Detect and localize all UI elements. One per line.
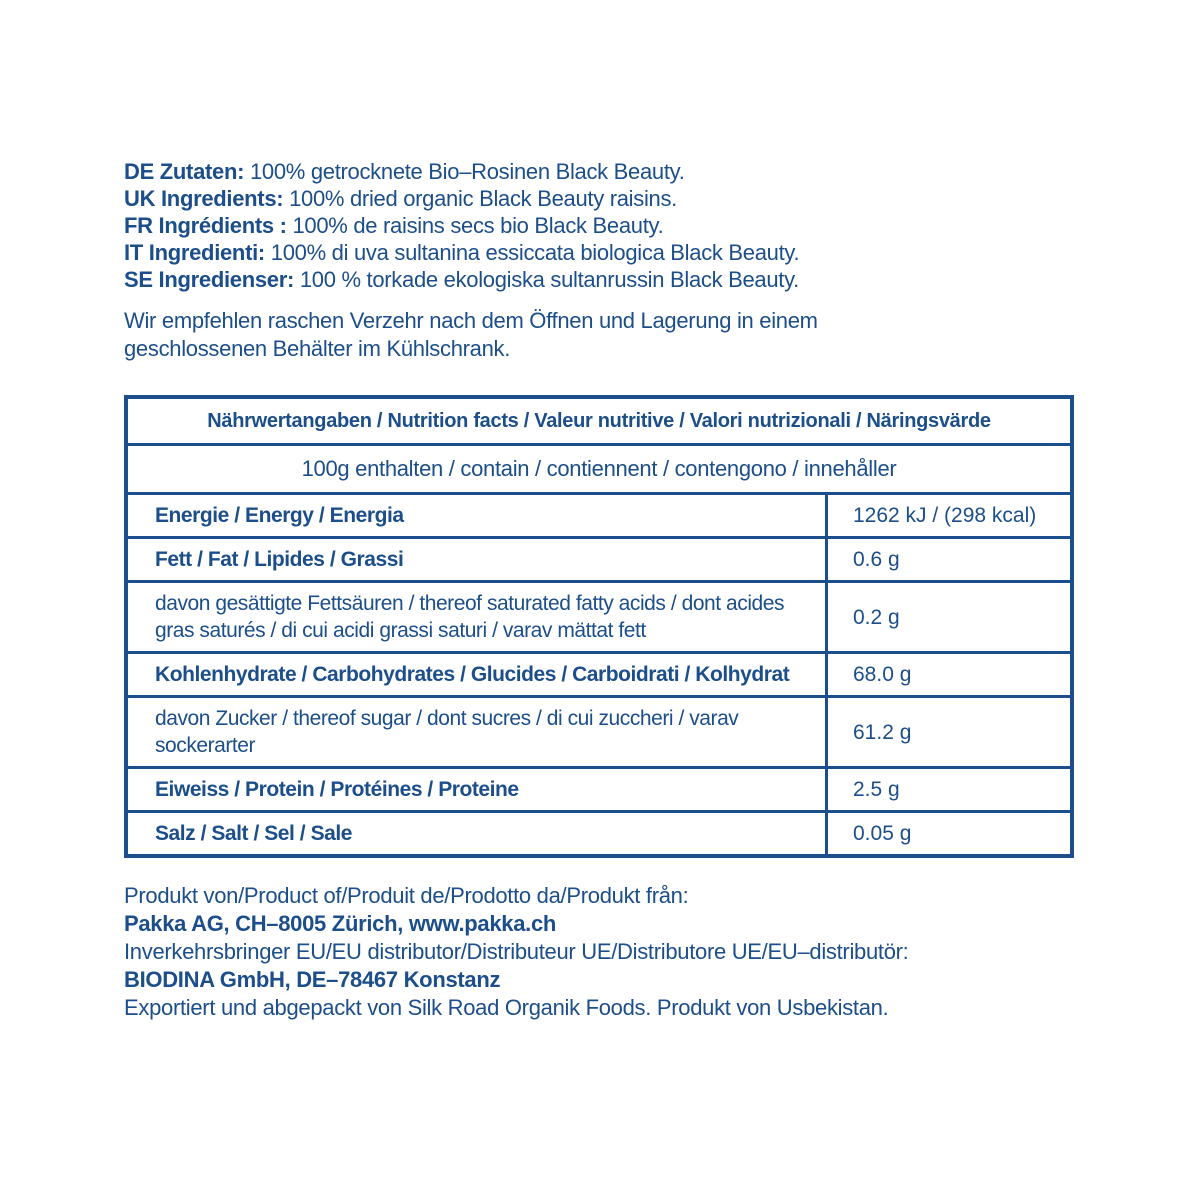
distributor-label-line: Inverkehrsbringer EU/EU distributor/Distributeur UE/Distributore UE/EU–distributör: [124, 939, 909, 964]
ingredients-line-uk [124, 185, 1124, 212]
ingredients-text-uk: 100% dried organic Black Beauty raisins. [289, 186, 677, 211]
ingredients-line-se [124, 266, 1124, 293]
ingredients-text-fr: 100% de raisins secs bio Black Beauty. [292, 213, 664, 238]
producer-line: Pakka AG, CH–8005 Zürich, www.pakka.ch [124, 911, 557, 936]
row-value-energy: 1262 kJ / (298 kcal) [825, 495, 1070, 536]
storage-note: Wir empfehlen raschen Verzehr nach dem Öffnen und Lagerung in einem geschlossenen Behälter im Kühlschrank. [124, 308, 818, 361]
ingredients-label-fr: FR Ingrédients : [124, 213, 287, 238]
ingredients-line-it [124, 239, 1124, 266]
table-row-energy [128, 492, 1070, 536]
row-label-sugar: davon Zucker / thereof sugar / dont sucres / di cui zuccheri / varav sockerarter [155, 707, 739, 757]
row-label-fat: Fett / Fat / Lipides / Grassi [155, 548, 404, 571]
row-label-saturated-fat: davon gesättigte Fettsäuren / thereof saturated fatty acids / dont acides gras saturés / di cui acidi grassi saturi / varav mättat fett [155, 592, 785, 642]
producer-section [124, 882, 1124, 1022]
row-value-salt: 0.05 g [825, 813, 1070, 854]
table-row-salt [128, 810, 1070, 854]
row-value-saturated-fat: 0.2 g [825, 583, 1070, 651]
table-row-saturated-fat [128, 580, 1070, 651]
ingredients-text-it: 100% di uva sultanina essiccata biologica Black Beauty. [270, 240, 800, 265]
nutrition-table [124, 395, 1074, 858]
row-label-carbohydrates: Kohlenhydrate / Carbohydrates / Glucides / Carboidrati / Kolhydrat [155, 663, 790, 686]
nutrition-table-title: Nährwertangaben / Nutrition facts / Valeur nutritive / Valori nutrizionali / Näringsvärde [207, 410, 991, 432]
table-row-protein [128, 766, 1070, 810]
distributor-line: BIODINA GmbH, DE–78467 Konstanz [124, 967, 501, 992]
ingredients-label-se: SE Ingredienser: [124, 267, 295, 292]
row-value-sugar: 61.2 g [825, 698, 1070, 766]
nutrition-table-subtitle: 100g enthalten / contain / contiennent / contengono / innehåller [128, 443, 1070, 492]
ingredients-line-de [124, 158, 1124, 185]
ingredients-text-se: 100 % torkade ekologiska sultanrussin Black Beauty. [299, 267, 799, 292]
ingredients-label-it: IT Ingredienti: [124, 240, 265, 265]
export-line: Exportiert und abgepackt von Silk Road Organik Foods. Produkt von Usbekistan. [124, 995, 889, 1020]
ingredients-label-uk: UK Ingredients: [124, 186, 284, 211]
product-of-line: Produkt von/Product of/Produit de/Prodotto da/Produkt från: [124, 883, 689, 908]
row-value-carbohydrates: 68.0 g [825, 654, 1070, 695]
row-value-fat: 0.6 g [825, 539, 1070, 580]
row-label-salt: Salz / Salt / Sel / Sale [155, 822, 352, 845]
row-value-protein: 2.5 g [825, 769, 1070, 810]
ingredients-label-de: DE Zutaten: [124, 159, 245, 184]
table-row-fat [128, 536, 1070, 580]
ingredients-text-de: 100% getrocknete Bio–Rosinen Black Beauty. [249, 159, 685, 184]
ingredients-section [124, 158, 1124, 293]
row-label-protein: Eiweiss / Protein / Protéines / Proteine [155, 778, 519, 801]
table-row-sugar [128, 695, 1070, 766]
row-label-energy: Energie / Energy / Energia [155, 504, 404, 527]
table-row-carbohydrates [128, 651, 1070, 695]
ingredients-line-fr [124, 212, 1124, 239]
